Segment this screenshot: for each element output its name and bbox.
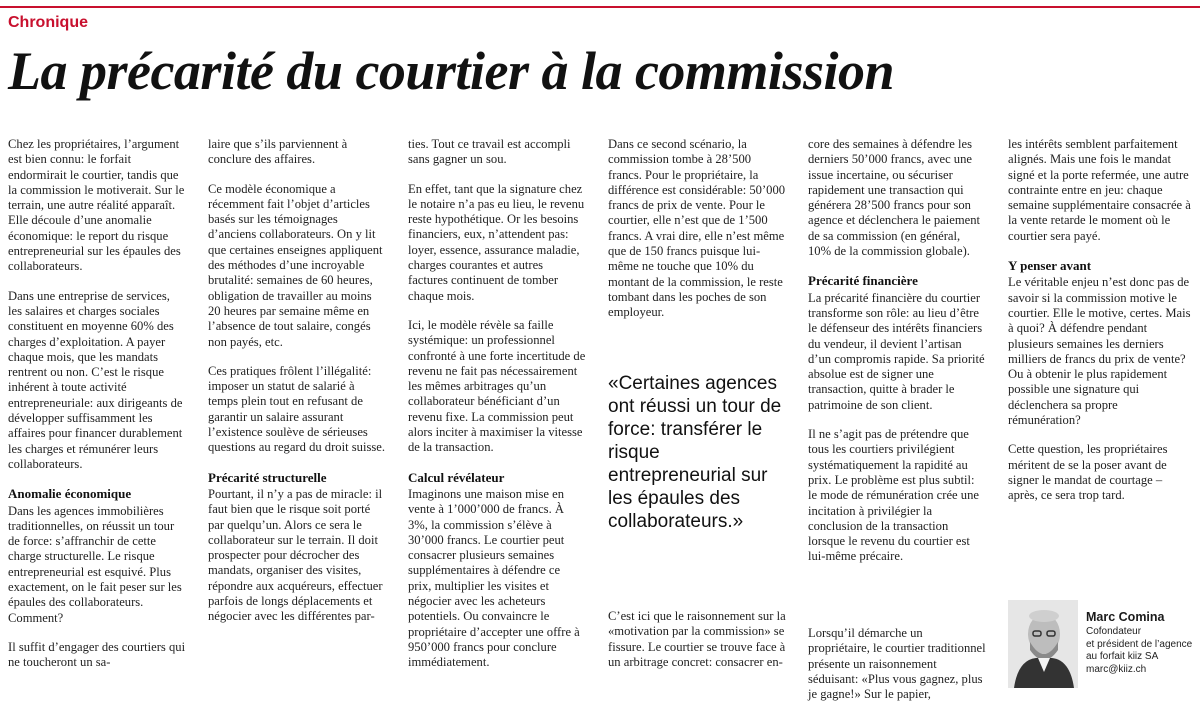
column-6 bbox=[1008, 137, 1192, 518]
paragraph: Lorsqu’il démarche un propriétaire, le courtier traditionnel présente un raisonnement séduisant: «Plus vous gagnez, plus je gagne!» Sur le papier, bbox=[808, 626, 986, 702]
paragraph: Chez les propriétaires, l’argument est bien connu: le forfait endormirait le courtier, tandis que la commission le motiverait. Sur le terrain, une autre réalité apparaît. Elle découle d’une anomalie économique: le report du risque entrepreneurial sur les épaules des collaborateurs. bbox=[8, 137, 185, 274]
author-role bbox=[1086, 626, 1198, 676]
subheading: Précarité structurelle bbox=[208, 469, 327, 485]
top-rule bbox=[0, 6, 1200, 8]
column-3 bbox=[408, 137, 586, 685]
author-email: marc@kiiz.ch bbox=[1086, 663, 1147, 675]
column-5 bbox=[808, 137, 986, 579]
paragraph: Ce modèle économique a récemment fait l’objet d’articles basés sur les témoignages d’anciens collaborateurs. On y lit que certaines enseignes appliquent des méthodes d’une incroyable brutalité: semaines de 60 heures, obligation de travailler au moins 20 heures par semaine même en l’absence de tout salaire, congés non payés, etc. bbox=[208, 181, 383, 349]
article-title: La précarité du courtier à la commission bbox=[8, 41, 895, 101]
paragraph: Il ne s’agit pas de prétendre que tous les courtiers privilégient systématiquement la rapidité au prix. Le problème est plus subtil: le mode de rémunération crée une incitation à privilégier la conclusion de la transaction lorsque le revenu du courtier est lui-même précaire. bbox=[808, 427, 979, 564]
column-5-continued bbox=[808, 626, 986, 716]
author-name: Marc Comina bbox=[1086, 610, 1165, 624]
column-2 bbox=[208, 137, 386, 639]
paragraph: Pourtant, il n’y a pas de miracle: il faut bien que le risque soit porté par quelqu’un. Alors ce sera le collaborateur sur le terrain. Il doit prospecter pour décrocher des mandats, organiser des visites, répondre aux acquéreurs, effectuer parfois de longs déplacements et négocier avec les différentes par- bbox=[208, 486, 383, 624]
column-1 bbox=[8, 137, 186, 685]
pull-quote: «Certaines agences ont réussi un tour de force: transférer le risque entrepreneurial sur les épaules des collaborateurs.» bbox=[608, 373, 782, 532]
paragraph: Imaginons une maison mise en vente à 1’000’000 de francs. À 3%, la commission s’élève à 30’000 francs. Le courtier peut consacrer plusieurs semaines supplémentaires à défendre ce prix, multiplier les visites et négocier avec les acheteurs potentiels. Ou convaincre le propriétaire d’accepter une offre à 950’000 francs pour conclure immédiatement. bbox=[408, 486, 580, 670]
author-portrait-icon bbox=[1008, 600, 1078, 688]
paragraph: La précarité financière du courtier transforme son rôle: au lieu d’être le défenseur des intérêts financiers du vendeur, il devient l’artisan d’un compromis rapide. Sa priorité absolue est de signer une transaction, quitte à brader le patrimoine de son client. bbox=[808, 290, 985, 412]
paragraph: laire que s’ils parviennent à conclure des affaires. bbox=[208, 137, 348, 167]
author-role-line: Cofondateur bbox=[1086, 626, 1142, 637]
paragraph: Il suffit d’engager des courtiers qui ne toucheront un sa- bbox=[8, 639, 186, 670]
subheading: Calcul révélateur bbox=[408, 469, 505, 485]
paragraph: Dans ce second scénario, la commission tombe à 28’500 francs. Pour le propriétaire, la différence est considérable: 50’000 francs de prix de vente. Pour le courtier, elle n’est que de 1’500 francs. A vrai dire, elle n’est même que de 150 francs puisque lui-même ne touche que 10% du montant de la commission, le reste tombant dans les poches de son employeur. bbox=[608, 137, 786, 320]
author-role-line: au forfait kiiz SA bbox=[1086, 651, 1159, 662]
paragraph: C’est ici que le raisonnement sur la «motivation par la commission» se fissure. Le courtier se trouve face à un arbitrage concret: consacrer en- bbox=[608, 609, 786, 669]
paragraph: les intérêts semblent parfaitement alignés. Mais une fois le mandat signé et la porte refermée, une autre contrainte entre en jeu: chaque semaine supplémentaire consacrée à la vente retarde le moment où le courtier sera payé. bbox=[1008, 137, 1191, 243]
paragraph: core des semaines à défendre les derniers 50’000 francs, avec une issue incertaine, ou sécuriser rapidement une transaction qui générera 28’500 francs pour son agence et déclenchera le paiement de sa commission (en général, 10% de la commission globale). bbox=[808, 137, 981, 259]
column-4-continued bbox=[608, 609, 786, 684]
subheading: Anomalie économique bbox=[8, 486, 132, 502]
section-kicker: Chronique bbox=[8, 14, 88, 31]
author-box bbox=[1008, 600, 1198, 700]
author-photo bbox=[1008, 600, 1078, 688]
column-4 bbox=[608, 137, 786, 335]
paragraph: Cette question, les propriétaires méritent de se la poser avant de signer le mandat de courtage – après, ce sera trop tard. bbox=[1008, 442, 1168, 503]
author-role-line: et président de l’agence bbox=[1086, 638, 1193, 650]
paragraph: Le véritable enjeu n’est donc pas de savoir si la commission motive le courtier. Elle le motive, certes. Mais à quoi? À défendre pendant plusieurs semaines les derniers milliers de francs du prix de vente? Ou à obtenir le plus rapidement possible une signature qui déclenchera sa propre rémunération? bbox=[1008, 275, 1191, 428]
paragraph: Ces pratiques frôlent l’illégalité: imposer un statut de salarié à temps plein tout en refusant de garantir un salaire assurant l’existence soulève de sérieuses questions au regard du droit suisse. bbox=[208, 363, 385, 455]
paragraph: Dans les agences immobilières traditionnelles, on réussit un tour de force: s’affranchir de cette charge structurelle. Le risque entrepreneurial est esquivé. Plus exactement, on le fait peser sur les épaules des collaborateurs. Comment? bbox=[8, 503, 182, 625]
paragraph: Ici, le modèle révèle sa faille systémique: un professionnel confronté à une forte incertitude de revenu ne fait pas nécessairement les mêmes arbitrages qu’un collaborateur bénéficiant d’un revenu fixe. La commission peut alors inciter à maximiser la vitesse de la transaction. bbox=[408, 317, 586, 455]
paragraph: ties. Tout ce travail est accompli sans gagner un sou. bbox=[408, 137, 571, 167]
subheading: Y penser avant bbox=[1008, 258, 1092, 274]
paragraph: En effet, tant que la signature chez le notaire n’a pas eu lieu, le revenu reste hypothétique. Or les besoins financiers, eux, n’attendent pas: loyer, essence, assurance maladie, charges courantes et autres factures continuent de tomber chaque mois. bbox=[408, 181, 585, 303]
paragraph: Dans une entreprise de services, les salaires et charges sociales constituent en moyenne 60% des charges d’exploitation. A payer chaque mois, que les mandats rentrent ou non. C’est le risque inhérent à toute activité entrepreneuriale: aux dirigeants de développer suffisamment les affaires pour financer durablement les charges et rémunérer leurs collaborateurs. bbox=[8, 288, 183, 471]
subheading: Précarité financière bbox=[808, 273, 918, 289]
